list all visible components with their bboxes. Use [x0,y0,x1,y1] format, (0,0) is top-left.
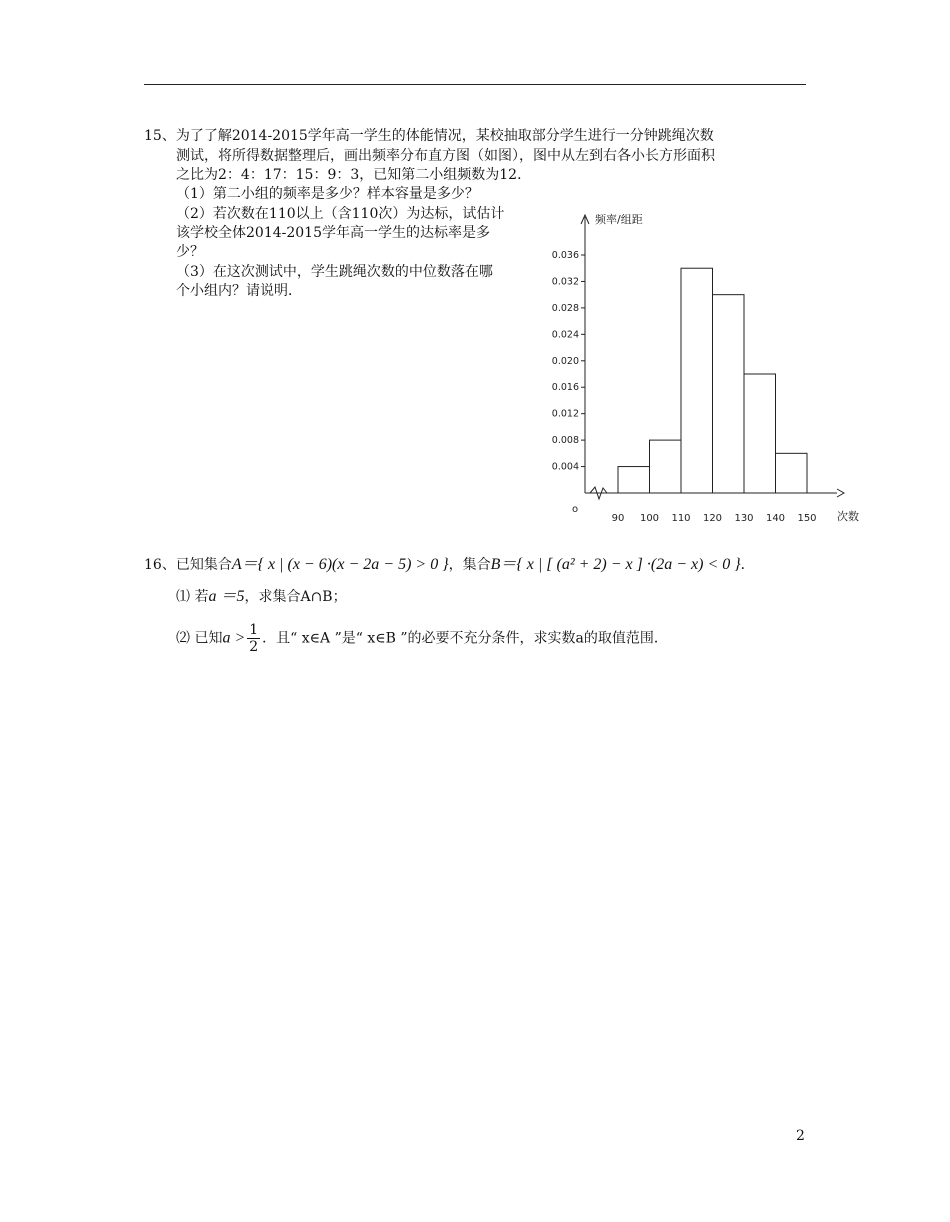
p16-q2 [176,622,668,655]
p15-line-1: 15、为了了解2014-2015学年高一学生的体能情况，某校抽取部分学生进行一分钟跳绳次数 [144,128,714,144]
y-tick-label: 0.028 [551,302,579,314]
frac-num: 1 [249,622,259,638]
set-a-def: A＝{ x | (x − 6)(x − 2a − 5) > 0 } [231,556,449,573]
p15-line-7: 少？ [176,244,204,260]
frac-den: 2 [249,639,259,655]
y-tick-label: 0.032 [551,276,579,288]
p15-line-2: 测试，将所得数据整理后，画出频率分布直方图（如图），图中从左到右各小长方形面积 [176,148,715,164]
q2-math: a > [222,629,246,647]
p15-line-5: （2）若次数在110以上（含110次）为达标，试估计 [176,206,505,222]
p15-line-6: 该学校全体2014-2015学年高一学生的达标率是多 [176,225,490,241]
x-tick-label: 120 [702,513,723,524]
frequency-histogram [545,205,865,530]
q1-prefix: ⑴ 若 [176,589,209,605]
p16-end: ． [740,557,755,573]
y-tick-label: 0.008 [551,435,579,447]
y-axis-label: 频率/组距 [595,213,643,226]
x-tick-label: 140 [765,513,786,524]
set-b-def: B＝{ x | [ (a² + 2) − x ] ·(2a − x) < 0 } [490,556,741,573]
p15-line-9: 个小组内？请说明． [176,283,302,299]
p16-stem [144,555,755,575]
histogram-bar [713,295,745,493]
histogram-bar [744,374,776,493]
p16-mid: ，集合 [448,557,491,573]
header-rule [144,84,806,85]
histogram-bar [618,467,650,493]
x-tick-label: 110 [671,513,691,524]
y-tick-label: 0.012 [551,408,579,420]
origin-label: o [572,504,579,515]
x-tick-label: 130 [734,513,754,524]
p15-line-4: （1）第二小组的频率是多少？样本容量是多少？ [176,186,479,202]
q2-rest: ．且“ x∈A ”是“ x∈B ”的必要不充分条件，求实数a的取值范围． [262,630,668,647]
p16-prefix: 16、已知集合 [144,557,232,573]
histogram-bar [776,453,808,493]
q1-rest: ，求集合A∩B； [244,589,347,605]
x-axis-arrow [837,489,844,497]
x-tick-label: 100 [639,513,660,524]
p15-line-8: （3）在这次测试中，学生跳绳次数的中位数落在哪 [176,264,493,280]
q1-math: a ＝5 [208,588,245,605]
histogram-bar [681,268,713,493]
y-tick-label: 0.024 [551,329,579,341]
fraction-one-half [247,622,260,655]
p16-q1 [176,587,347,607]
x-axis-label: 次数 [837,510,859,523]
x-tick-label: 90 [611,513,625,524]
p15-line-3: 之比为2：4：17：15：9：3，已知第二小组频数为12． [176,167,532,183]
x-tick-label: 150 [797,513,817,524]
y-tick-label: 0.036 [551,250,579,261]
y-tick-label: 0.004 [551,461,579,473]
y-tick-label: 0.016 [551,382,579,394]
histogram-bar [650,440,682,493]
y-tick-label: 0.020 [551,355,579,367]
q2-prefix: ⑵ 已知 [176,630,223,647]
page-number: 2 [796,1128,805,1144]
